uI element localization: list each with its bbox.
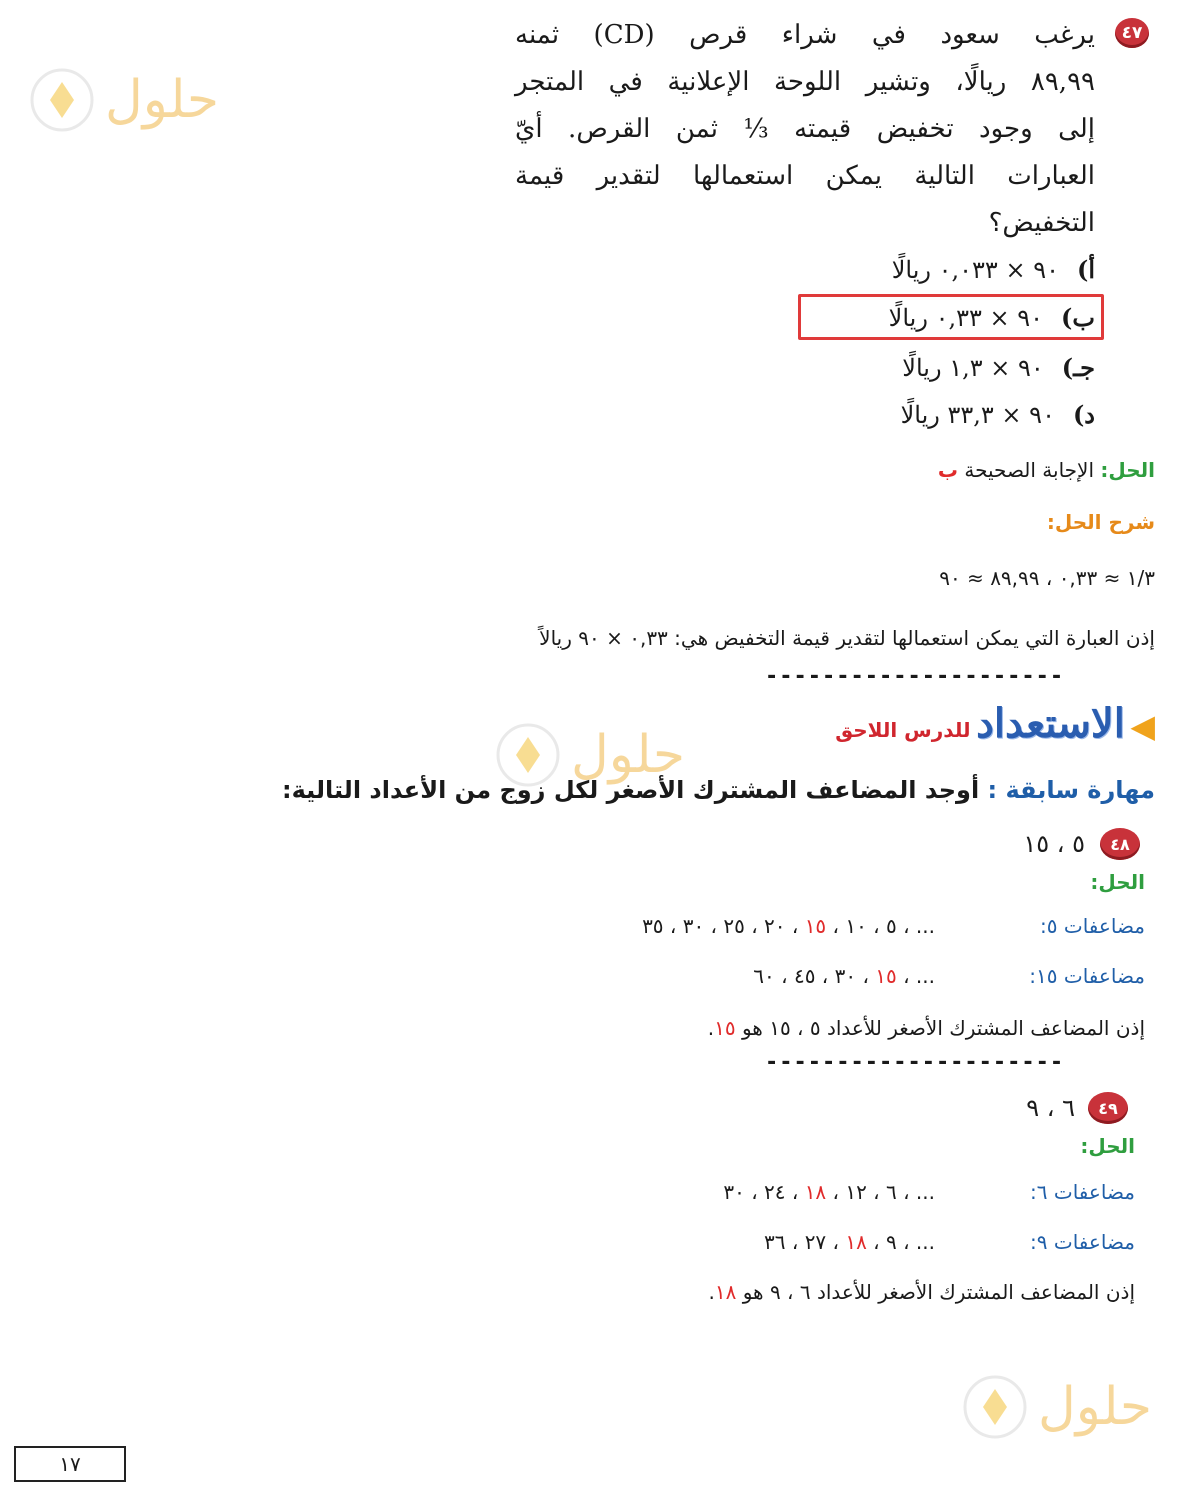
conclusion-text: إذن المضاعف المشترك الأصغر للأعداد ٥ ، ١٥ هو ١٥. <box>707 1016 1145 1040</box>
option-label: جـ) <box>1061 353 1095 382</box>
question-line: العبارات التالية يمكن استعمالها لتقدير قيمة <box>515 161 1095 191</box>
skill-text: أوجد المضاعف المشترك الأصغر لكل زوج من الأعداد التالية: <box>282 776 980 804</box>
divider: --------------------- <box>765 1050 1065 1075</box>
question-number-badge: ٤٩ <box>1088 1092 1128 1124</box>
question-line: التخفيض؟ <box>988 208 1095 238</box>
question-line: ٨٩,٩٩ ريالًا، وتشير اللوحة الإعلانية في المتجر <box>515 67 1095 97</box>
question-line: إلى وجود تخفيض قيمته ⅓ ثمن القرص. أيّ <box>515 114 1095 144</box>
solution-answer: ب <box>937 458 958 482</box>
section-title-sub: للدرس اللاحق <box>835 718 971 742</box>
option-label: ب) <box>1061 303 1095 332</box>
solution-label: الحل: <box>1100 458 1155 482</box>
option-label: أ) <box>1076 255 1095 284</box>
solution-label: الحل: <box>1090 870 1145 894</box>
question-text <box>515 12 1095 247</box>
option-text: ٩٠ × ٠,٣٣ ريالًا <box>888 304 1044 332</box>
question-number-badge: ٤٧ <box>1115 18 1149 48</box>
page-number: ١٧ <box>14 1446 126 1482</box>
section-title <box>825 700 1155 747</box>
conclusion-text: إذن المضاعف المشترك الأصغر للأعداد ٦ ، ٩ هو ١٨. <box>708 1280 1135 1304</box>
solution-line <box>938 458 1155 482</box>
multiples-list: ١٥ ، ٣٠ ، ٤٥ ، ٦٠ ، ... <box>753 964 935 988</box>
multiples-label: مضاعفات ٦: <box>1030 1180 1135 1204</box>
question-number-badge: ٤٨ <box>1100 828 1140 860</box>
multiples-list: ٦ ، ١٢ ، ١٨ ، ٢٤ ، ٣٠ ، ... <box>723 1180 935 1204</box>
option-a <box>892 255 1095 284</box>
watermark-logo <box>22 55 232 149</box>
watermark-text: حلول <box>570 725 686 785</box>
skill-line <box>282 776 1155 804</box>
option-text: ٩٠ × ٠,٠٣٣ ريالًا <box>891 256 1059 284</box>
multiples-list: ٥ ، ١٠ ، ١٥ ، ٢٠ ، ٢٥ ، ٣٠ ، ٣٥ ، ... <box>642 914 935 938</box>
divider: --------------------- <box>765 664 1065 689</box>
option-text: ٩٠ × ١,٣ ريالًا <box>902 354 1044 382</box>
multiples-list: ٩ ، ١٨ ، ٢٧ ، ٣٦ ، ... <box>764 1230 935 1254</box>
solution-text: الإجابة الصحيحة <box>964 458 1094 482</box>
correct-answer-highlight <box>798 294 1104 340</box>
multiples-label: مضاعفات ٥: <box>1040 914 1145 938</box>
solution-label: الحل: <box>1080 1134 1135 1158</box>
multiples-label: مضاعفات ٩: <box>1030 1230 1135 1254</box>
option-c <box>902 353 1095 382</box>
approximation-line: ١/٣ ≈ ٠,٣٣ ، ٨٩,٩٩ ≈ ٩٠ <box>939 566 1155 590</box>
watermark-logo <box>955 1362 1165 1456</box>
question-line: يرغب سعود في شراء قرص (CD) ثمنه <box>515 20 1096 50</box>
option-d <box>901 400 1095 429</box>
multiples-label: مضاعفات ١٥: <box>1029 964 1145 988</box>
explain-label: شرح الحل: <box>1046 510 1155 534</box>
number-pair: ٥ ، ١٥ <box>1023 830 1085 858</box>
conclusion-text: إذن العبارة التي يمكن استعمالها لتقدير قيمة التخفيض هي: ٠,٣٣ × ٩٠ ريالاً <box>539 626 1155 650</box>
skill-label: مهارة سابقة : <box>987 776 1155 804</box>
section-title-main: الاستعداد <box>976 700 1125 747</box>
watermark-text: حلول <box>104 70 220 130</box>
number-pair: ٦ ، ٩ <box>1026 1094 1075 1122</box>
option-label: د) <box>1072 400 1095 429</box>
watermark-text: حلول <box>1037 1377 1153 1437</box>
arrow-icon: ◀ <box>1130 707 1155 745</box>
option-text: ٩٠ × ٣٣,٣ ريالًا <box>900 401 1055 429</box>
